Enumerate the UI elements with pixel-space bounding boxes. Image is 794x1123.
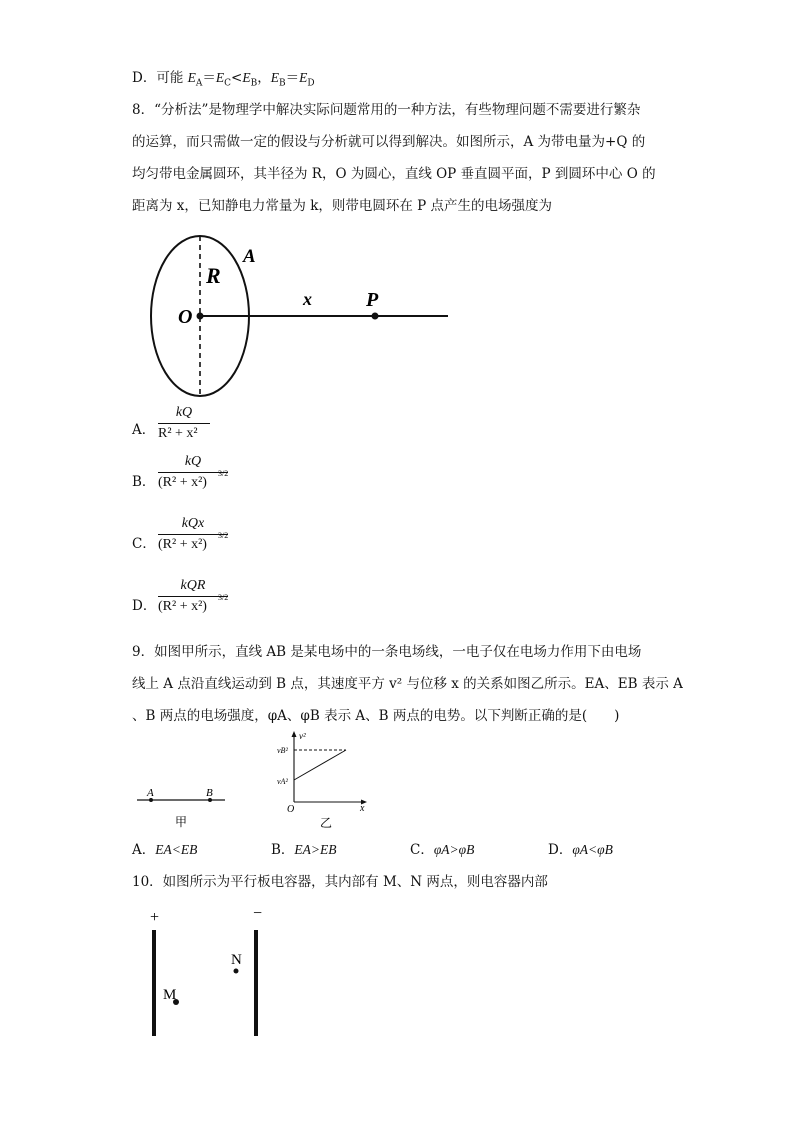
q9-option-b[interactable] <box>271 838 337 858</box>
origin-label: O <box>287 804 295 815</box>
q10-capacitor-figure <box>140 902 280 1042</box>
q8-option-c-exponent: 3/2 <box>218 531 229 540</box>
q9-option-d-text: φA<φB <box>572 842 613 857</box>
q9-option-d[interactable] <box>548 838 613 858</box>
label-a: A <box>147 787 154 799</box>
q8-ring-figure <box>140 228 460 398</box>
label-a: A <box>243 246 256 267</box>
q9-figure-jia <box>135 780 230 830</box>
q8-option-b-numerator: kQ <box>184 454 202 469</box>
q9-option-d-letter: D． <box>548 842 573 858</box>
q9-stem-line2: 线上 A 点沿直线运动到 B 点，其速度平方 v² 与位移 x 的关系如图乙所示。EA、EB 表示 A <box>132 676 683 692</box>
q7-option-d: D．可能 $E_A=E_C<E_B$，$E_B=E_D$ <box>132 70 315 89</box>
q9-option-a-letter: A． <box>132 842 156 858</box>
minus-sign: − <box>253 905 263 922</box>
q8-option-b-letter[interactable]: B． <box>132 474 156 490</box>
q8-option-a-letter[interactable]: A． <box>132 422 156 438</box>
label-o: O <box>178 306 193 328</box>
y-axis-arrow <box>292 731 297 737</box>
q8-stem-line3: 均匀带电金属圆环，其半径为 R，O 为圆心，直线 OP 垂直圆平面，P 到圆环中心 O 的 <box>132 166 656 182</box>
caption-yi: 乙 <box>320 816 333 830</box>
v2-x-line <box>294 750 346 780</box>
q8-option-d-denominator: (R² + x²) <box>158 599 207 614</box>
plus-sign: + <box>150 909 160 926</box>
q9-figure-yi <box>272 728 382 832</box>
point-n <box>234 969 239 974</box>
q9-stem-line3: 、B 两点的电场强度，φA、φB 表示 A、B 两点的电势。以下判断正确的是( ) <box>132 708 620 724</box>
q9-option-c-letter: C． <box>410 842 434 858</box>
label-m: M <box>163 987 177 1003</box>
q10-stem-line1: 10．如图所示为平行板电容器，其内部有 M、N 两点，则电容器内部 <box>132 874 548 890</box>
q9-option-b-letter: B． <box>271 842 295 858</box>
label-x: x <box>303 289 312 309</box>
q9-option-c[interactable] <box>410 838 474 858</box>
tick-vb2: vB² <box>277 746 288 755</box>
point-p <box>372 313 379 320</box>
caption-jia: 甲 <box>175 815 188 829</box>
axis-label-x: x <box>360 803 365 814</box>
q9-stem-line1: 9．如图甲所示，直线 AB 是某电场中的一条电场线，一电子仅在电场力作用下由电场 <box>132 644 642 660</box>
q8-stem-line4: 距离为 x，已知静电力常量为 k，则带电圆环在 P 点产生的电场强度为 <box>132 198 553 214</box>
label-p: P <box>366 289 379 311</box>
q8-stem-line2: 的运算，而只需做一定的假设与分析就可以得到解决。如图所示，A 为带电量为+Q 的 <box>132 134 646 150</box>
q9-option-a-text: EA<EB <box>155 842 198 857</box>
q8-option-d-exponent: 3/2 <box>218 593 229 602</box>
axis-label-v2: v² <box>299 731 306 741</box>
q8-stem-line1: 8．“分析法”是物理学中解决实际问题常用的一种方法，有些物理问题不需要进行繁杂 <box>132 102 641 118</box>
label-r: R <box>206 263 221 288</box>
q8-option-c-numerator: kQx <box>181 516 205 531</box>
q8-option-a-denominator: R² + x² <box>158 426 198 441</box>
q8-option-d-letter[interactable]: D． <box>132 598 157 614</box>
q8-option-d-numerator: kQR <box>180 578 206 593</box>
q9-option-a[interactable] <box>132 838 197 858</box>
label-n: N <box>231 952 242 968</box>
q9-option-c-text: φA>φB <box>433 842 475 857</box>
q8-option-c-denominator: (R² + x²) <box>158 537 207 552</box>
q9-option-b-text: EA>EB <box>294 842 337 857</box>
q8-option-c-letter[interactable]: C． <box>132 536 156 552</box>
tick-va2: vA² <box>277 777 288 786</box>
center-point-o <box>197 313 204 320</box>
q8-option-b-denominator: (R² + x²) <box>158 475 207 490</box>
label-b: B <box>206 787 213 799</box>
q8-option-b-exponent: 3/2 <box>218 469 229 478</box>
q8-option-a-numerator: kQ <box>175 405 193 420</box>
